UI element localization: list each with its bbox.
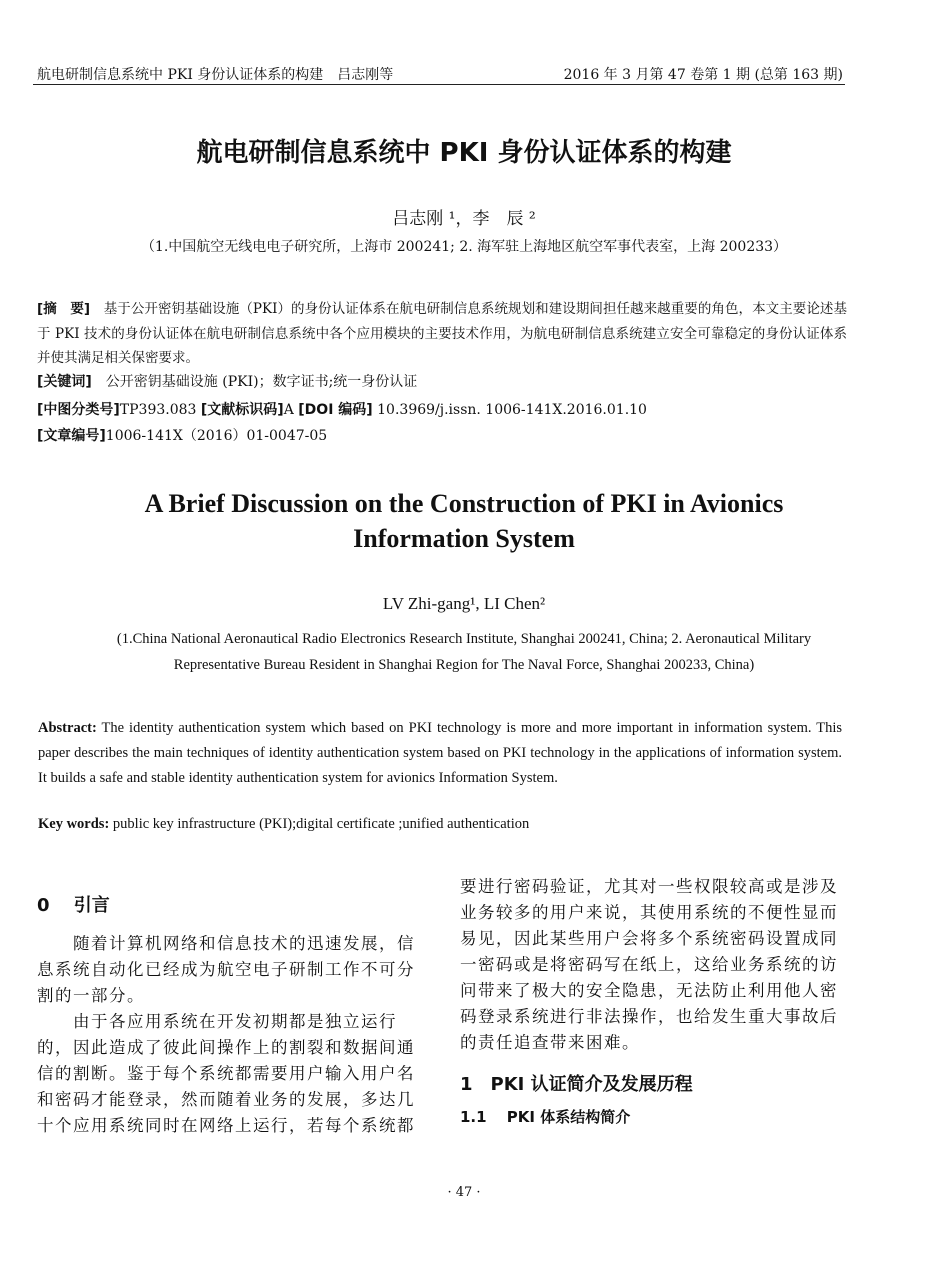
section-heading-pki: 1 PKI 认证简介及发展历程 (460, 1074, 693, 1095)
abstract-english-text: The identity authentication system which based on PKI technology is more and more important in information system. This paper describes the main techniques of identity authentication system based on PKI technology in the applications of information system. It builds a safe and stable identity authentication system for avionics Information System. (38, 720, 842, 786)
authors-english: LV Zhi-gang¹, LI Chen² (382, 594, 546, 613)
header-rule (33, 84, 845, 85)
page-number: · 47 · (447, 1185, 481, 1200)
body-line: 要进行密码验证，尤其对一些权限较高或是涉及 (460, 877, 838, 896)
article-number (37, 425, 327, 445)
section-heading-introduction: 0 引言 (37, 895, 110, 916)
keywords-english (38, 816, 529, 833)
article-number-label: [文章编号] (37, 428, 106, 444)
title-english-line: A Brief Discussion on the Construction of PKI in Avionics (144, 489, 784, 518)
body-line: 的，因此造成了彼此间操作上的割裂和数据间通 (37, 1038, 415, 1057)
classification-line (37, 399, 647, 419)
doc-code-value: A (283, 402, 294, 418)
body-line: 由于各应用系统在开发初期都是独立运行 (37, 1012, 397, 1031)
subsection-heading-pki-architecture: 1.1 PKI 体系结构简介 (460, 1108, 631, 1126)
doi-label: [DOI 编码] (298, 402, 373, 418)
body-line: 割的一部分。 (37, 986, 145, 1005)
abstract-chinese (37, 297, 847, 371)
affiliation-line: Representative Bureau Resident in Shanghai Region for The Naval Force, Shanghai 200233, China) (173, 657, 755, 673)
keywords-chinese (37, 371, 417, 391)
body-line: 和密码才能登录，然而随着业务的发展，多达几 (37, 1090, 415, 1109)
abstract-text: 基于公开密钥基础设施（PKI）的身份认证体系在航电研制信息系统规划和建设期间担任越来越重要的角色，本文主要论述基于 PKI 技术的身份认证体在航电研制信息系统中各个应用模块的主要技术作用，为航电研制信息系统建立安全可靠稳定的身份认证体系并使其满足相关保密要求。 (37, 301, 847, 366)
body-line: 信的割断。鉴于每个系统都需要用户输入用户名 (37, 1064, 415, 1083)
body-line: 问带来了极大的安全隐患，无法防止利用他人密 (460, 981, 838, 1000)
abstract-english (38, 716, 842, 791)
clc-value: TP393.083 (119, 402, 197, 418)
body-line: 业务较多的用户来说，其使用系统的不便性显而 (460, 903, 838, 922)
abstract-english-label: Abstract: (38, 720, 97, 736)
body-line: 码登录系统进行非法操作，也给发生重大事故后 (460, 1007, 838, 1026)
body-line: 易见，因此某些用户会将多个系统密码设置成同 (460, 929, 838, 948)
running-header-right: 2016 年 3 月第 47 卷第 1 期 (总第 163 期) (563, 67, 843, 83)
affiliation-english (0, 626, 928, 678)
keywords-label: [关键词] (37, 374, 92, 390)
affiliation-chinese: （1.中国航空无线电电子研究所，上海市 200241; 2. 海军驻上海地区航空军事代表室，上海 200233） (140, 239, 788, 255)
running-header-left: 航电研制信息系统中 PKI 身份认证体系的构建 吕志刚等 (37, 67, 394, 83)
body-line: 一密码或是将密码写在纸上，这给业务系统的访 (460, 955, 838, 974)
keywords-text: 公开密钥基础设施 (PKI)；数字证书;统一身份认证 (91, 374, 418, 390)
title-chinese: 航电研制信息系统中 PKI 身份认证体系的构建 (196, 138, 732, 168)
abstract-label: [摘 要] (37, 301, 91, 317)
title-english (0, 486, 928, 556)
body-line: 十个应用系统同时在网络上运行，若每个系统都 (37, 1116, 415, 1135)
body-line: 息系统自动化已经成为航空电子研制工作不可分 (37, 960, 415, 979)
left-column (37, 893, 415, 1139)
title-english-line: Information System (353, 524, 575, 553)
doc-code-label: [文献标识码] (200, 402, 284, 418)
article-number-value: 1006-141X（2016）01-0047-05 (105, 428, 328, 444)
body-line: 的责任追查带来困难。 (460, 1033, 640, 1052)
body-line: 随着计算机网络和信息技术的迅速发展，信 (37, 934, 415, 953)
clc-label: [中图分类号] (37, 402, 120, 418)
affiliation-line: (1.China National Aeronautical Radio Electronics Research Institute, Shanghai 200241, China; 2. Aeronautical Military (116, 631, 812, 647)
keywords-english-text: public key infrastructure (PKI);digital certificate ;unified authentication (109, 816, 530, 832)
doi-value: 10.3969/j.issn. 1006-141X.2016.01.10 (377, 402, 647, 418)
right-column (460, 874, 838, 1130)
keywords-english-label: Key words: (38, 816, 110, 832)
authors-chinese: 吕志刚 ¹，李 辰 ² (392, 209, 536, 229)
